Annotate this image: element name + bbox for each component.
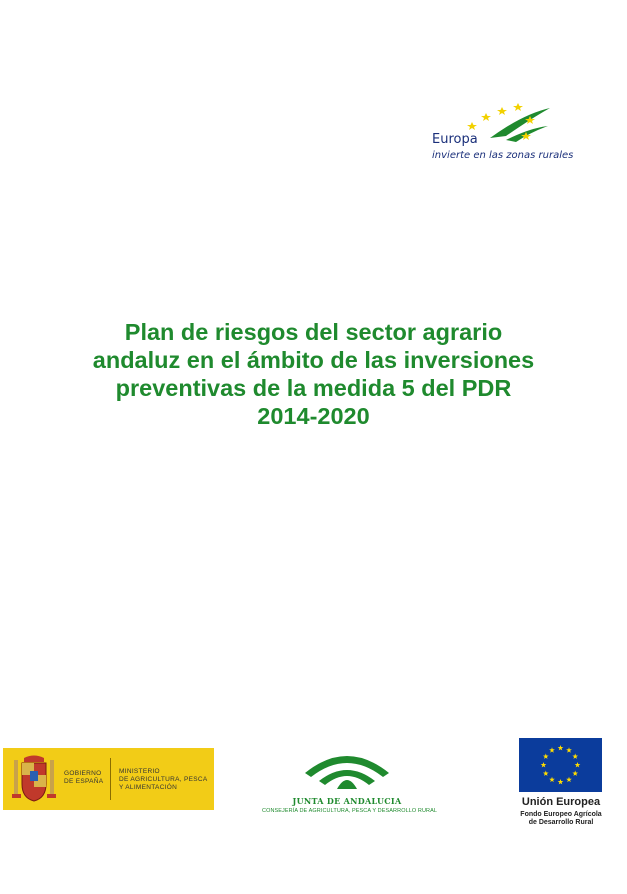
title-line: andaluz en el ámbito de las inversiones <box>92 347 535 373</box>
eu-star-icon <box>575 762 581 767</box>
eu-star-icon <box>566 777 572 782</box>
union-europea-logo <box>508 738 614 838</box>
ministerio-line: DE AGRICULTURA, PESCA <box>119 776 208 783</box>
ministerio-line: Y ALIMENTACIÓN <box>119 784 178 791</box>
divider <box>110 758 111 800</box>
gobierno-line: DE ESPAÑA <box>64 778 104 785</box>
ue-name: Unión Europea <box>521 796 601 808</box>
title-line: Plan de riesgos del sector agrario <box>124 319 503 345</box>
coat-of-arms-icon <box>11 754 57 804</box>
eu-star-icon <box>549 747 555 752</box>
eu-star-icon <box>543 754 549 759</box>
eu-star-icon <box>572 754 578 759</box>
document-title <box>40 318 587 430</box>
europa-rural-logo <box>428 100 574 170</box>
eu-flag-icon <box>519 738 602 792</box>
junta-andalucia-logo <box>262 745 438 825</box>
title-line: preventivas de la medida 5 del PDR <box>115 375 512 401</box>
ministerio-label <box>119 768 208 792</box>
gobierno-espana-logo <box>3 748 214 810</box>
eu-star-icon <box>543 771 549 776</box>
eu-star-icon <box>558 779 564 784</box>
eu-star-icon <box>566 747 572 752</box>
eu-star-icon <box>558 745 564 750</box>
gobierno-line: GOBIERNO <box>64 770 102 777</box>
ue-subtitle <box>508 811 614 827</box>
europa-tagline: invierte en las zonas rurales <box>432 150 574 161</box>
ue-subtitle-line: de Desarrollo Rural <box>528 819 594 826</box>
title-line: 2014-2020 <box>257 403 370 429</box>
eu-star-icon <box>541 762 547 767</box>
junta-arch-icon <box>297 745 397 793</box>
junta-name: JUNTA DE ANDALUCIA <box>292 796 402 806</box>
eu-star-icon <box>549 777 555 782</box>
europa-wordmark: Europa <box>432 132 478 147</box>
junta-subtitle: CONSEJERÍA DE AGRICULTURA, PESCA Y DESARROLLO RURAL <box>262 808 438 814</box>
gobierno-label <box>64 770 103 786</box>
ministerio-line: MINISTERIO <box>119 768 160 775</box>
eu-stars-icon <box>519 738 602 792</box>
ue-subtitle-line: Fondo Europeo Agrícola <box>520 811 602 818</box>
eu-star-icon <box>572 771 578 776</box>
